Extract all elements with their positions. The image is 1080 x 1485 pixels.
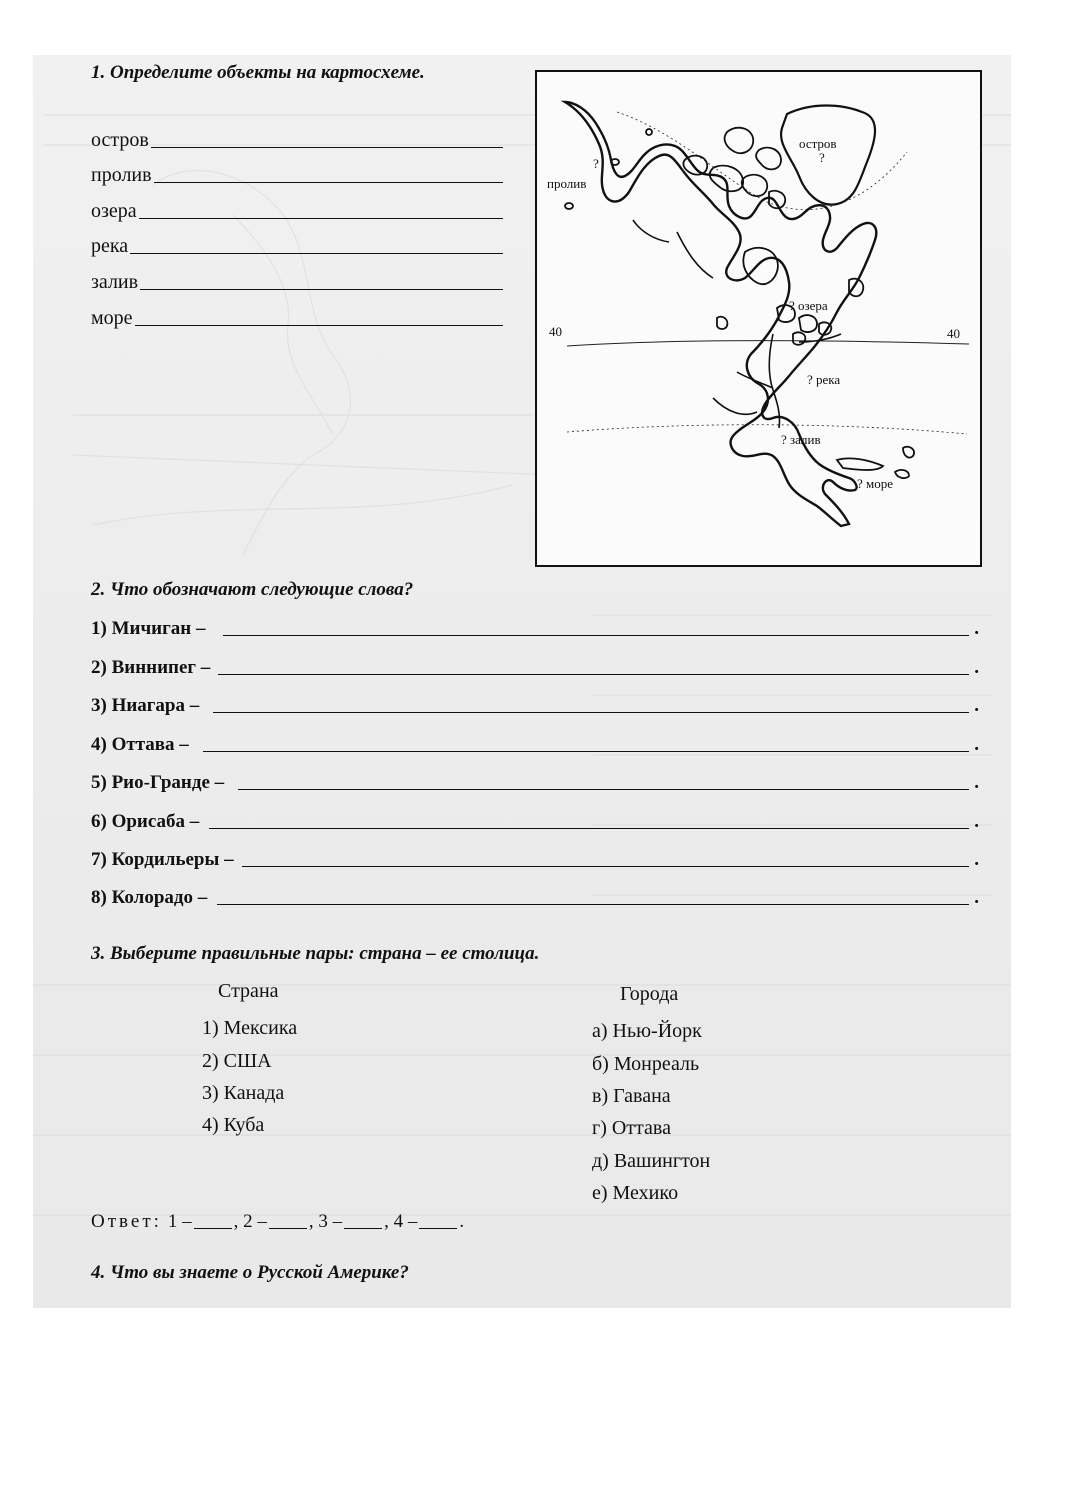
answer-label: Ответ: bbox=[91, 1211, 162, 1232]
end-mark: . bbox=[974, 811, 979, 832]
answer-line[interactable] bbox=[135, 325, 503, 326]
q2-item bbox=[91, 614, 979, 640]
answer-line[interactable] bbox=[139, 218, 503, 219]
city-item: г) Оттава bbox=[592, 1117, 671, 1139]
q2-item-label: 7) Кордильеры – bbox=[91, 849, 234, 870]
answer-blank-4[interactable] bbox=[419, 1227, 457, 1229]
q2-heading: 2. Что обозначают следующие слова? bbox=[91, 579, 414, 600]
answer-pair-1: 1 – bbox=[167, 1211, 192, 1232]
q1-field-label: море bbox=[91, 307, 133, 329]
map-label-sea: ? море bbox=[857, 476, 894, 491]
answer-blank-1[interactable] bbox=[194, 1227, 232, 1229]
end-mark: . bbox=[974, 887, 979, 908]
q2-item bbox=[91, 845, 979, 871]
latitude-40-line bbox=[567, 341, 969, 347]
q2-item-label: 3) Ниагара – bbox=[91, 695, 200, 716]
map-label-island-q: ? bbox=[819, 150, 825, 165]
answer-line[interactable] bbox=[140, 289, 503, 290]
answer-line[interactable] bbox=[238, 789, 969, 790]
q2-item bbox=[91, 883, 979, 909]
map-label-lakes: ? озера bbox=[789, 298, 828, 313]
q1-field-label: остров bbox=[91, 129, 149, 151]
answer-line[interactable] bbox=[154, 182, 503, 183]
answer-line[interactable] bbox=[218, 674, 969, 675]
q2-item bbox=[91, 807, 979, 833]
answer-pair-4: , 4 – bbox=[384, 1211, 418, 1232]
q1-field-island bbox=[91, 126, 503, 152]
answer-line[interactable] bbox=[203, 751, 969, 752]
greenland-outline bbox=[781, 106, 875, 205]
end-mark: . bbox=[974, 849, 979, 870]
answer-line[interactable] bbox=[242, 866, 969, 867]
q3-heading: 3. Выберите правильные пары: страна – ее столица. bbox=[91, 943, 540, 964]
city-item: д) Вашингтон bbox=[592, 1150, 711, 1172]
answer-blank-3[interactable] bbox=[344, 1227, 382, 1229]
q2-item bbox=[91, 768, 979, 794]
answer-line[interactable] bbox=[151, 147, 503, 148]
q1-field-strait bbox=[91, 161, 503, 187]
q1-field-label: пролив bbox=[91, 164, 152, 186]
answer-line[interactable] bbox=[223, 635, 969, 636]
hudson-bay-outline bbox=[743, 248, 778, 284]
q2-item-label: 2) Виннипег – bbox=[91, 657, 211, 678]
map-label-island: остров bbox=[799, 136, 837, 151]
map-label-strait: пролив bbox=[547, 176, 587, 191]
map-label-gulf: ? залив bbox=[781, 432, 821, 447]
answer-blank-2[interactable] bbox=[269, 1227, 307, 1229]
answer-line[interactable] bbox=[213, 712, 969, 713]
country-item: 2) США bbox=[202, 1050, 272, 1072]
map-label-river: ? река bbox=[807, 372, 841, 387]
end-mark: . bbox=[974, 734, 979, 755]
q1-field-lakes bbox=[91, 197, 503, 223]
q1-field-label: река bbox=[91, 235, 129, 257]
answer-line[interactable] bbox=[209, 828, 969, 829]
q2-item bbox=[91, 730, 979, 756]
country-item: 1) Мексика bbox=[202, 1017, 298, 1039]
q2-item bbox=[91, 653, 979, 679]
cuba-outline bbox=[837, 458, 883, 470]
q2-item-label: 1) Мичиган – bbox=[91, 618, 206, 639]
q1-field-gulf bbox=[91, 268, 503, 294]
answer-line[interactable] bbox=[217, 904, 969, 905]
city-item: а) Нью-Йорк bbox=[592, 1020, 702, 1042]
q3-answer-row bbox=[91, 1211, 464, 1233]
city-item: б) Монреаль bbox=[592, 1053, 700, 1075]
q2-item-label: 4) Оттава – bbox=[91, 734, 189, 755]
q1-field-sea bbox=[91, 304, 503, 330]
mississippi-river bbox=[769, 334, 779, 428]
countries-title: Страна bbox=[218, 980, 279, 1002]
cities-title: Города bbox=[620, 983, 679, 1005]
q1-field-label: озера bbox=[91, 200, 137, 222]
q1-heading: 1. Определите объекты на картосхеме. bbox=[91, 62, 425, 83]
end-mark: . bbox=[974, 772, 979, 793]
answer-pair-3: , 3 – bbox=[308, 1211, 343, 1232]
country-item: 3) Канада bbox=[202, 1082, 285, 1104]
city-item: в) Гавана bbox=[592, 1085, 671, 1107]
map-label-strait-q: ? bbox=[593, 156, 599, 171]
end-mark: . bbox=[974, 657, 979, 678]
answer-line[interactable] bbox=[130, 253, 503, 254]
map-drawing bbox=[537, 72, 980, 565]
country-item: 4) Куба bbox=[202, 1114, 265, 1136]
q2-item-label: 8) Колорадо – bbox=[91, 887, 208, 908]
q2-item bbox=[91, 691, 979, 717]
end-mark: . bbox=[974, 695, 979, 716]
north-america-map bbox=[535, 70, 982, 567]
map-label-lat-left: 40 bbox=[549, 324, 562, 339]
end-mark: . bbox=[974, 618, 979, 639]
q2-item-label: 6) Орисаба – bbox=[91, 811, 200, 832]
q1-field-label: залив bbox=[91, 271, 139, 293]
q1-field-river bbox=[91, 232, 503, 258]
answer-pair-2: , 2 – bbox=[233, 1211, 267, 1232]
q2-item-label: 5) Рио-Гранде – bbox=[91, 772, 225, 793]
answer-end: . bbox=[459, 1211, 465, 1232]
city-item: е) Мехико bbox=[592, 1182, 679, 1204]
q4-heading: 4. Что вы знаете о Русской Америке? bbox=[91, 1262, 409, 1283]
map-label-lat-right: 40 bbox=[947, 326, 960, 341]
